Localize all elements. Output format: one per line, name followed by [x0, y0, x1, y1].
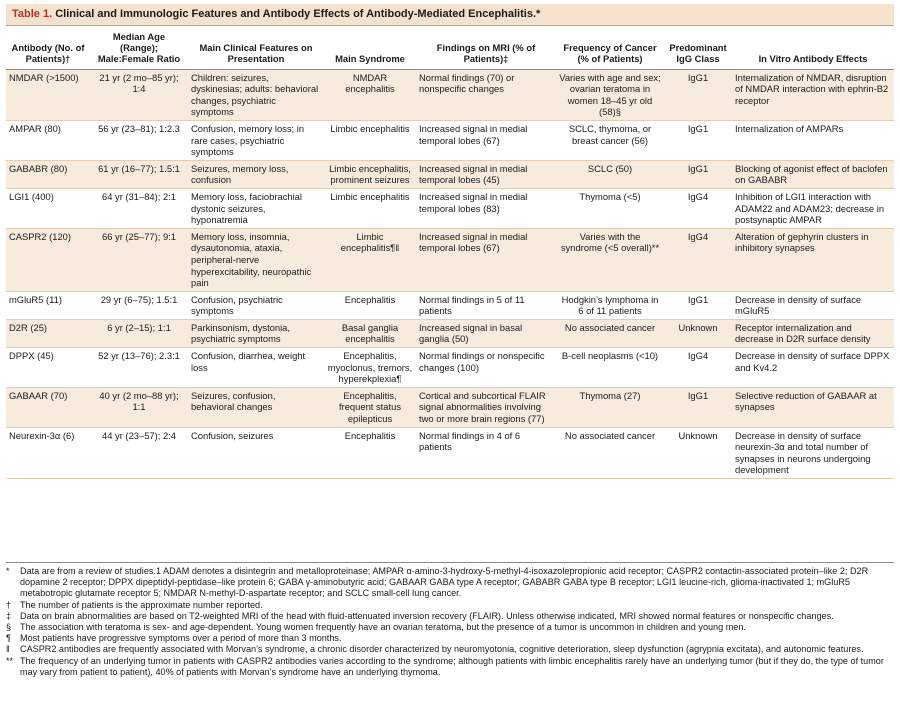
table-title	[12, 8, 540, 20]
table-cell: Increased signal in basal ganglia (50)	[416, 319, 556, 347]
footnote-symbol: §	[6, 622, 12, 633]
table-cell: Normal findings or nonspecific changes (100)	[416, 348, 556, 388]
encephalitis-table	[6, 29, 894, 479]
table-cell: Normal findings in 5 of 11 patients	[416, 291, 556, 319]
table-cell: IgG4	[664, 188, 732, 228]
table-cell: Decrease in density of surface DPPX and Kv4.2	[732, 348, 894, 388]
column-header: Median Age (Range); Male:Female Ratio	[90, 29, 188, 69]
table-cell: Decrease in density of surface mGluR5	[732, 291, 894, 319]
table-cell: IgG1	[664, 387, 732, 427]
table-row	[6, 69, 894, 120]
table-cell: NMDAR encephalitis	[324, 69, 416, 120]
footnote-text: The frequency of an underlying tumor in patients with CASPR2 antibodies varies according to the syndrome; although patients with limbic encephalitis rarely have an underlying tumor (but if they do, the type of tumor may vary from patient to patient), 40% of patients with Morvan’s syndrome have an underlying thymoma.	[20, 655, 884, 677]
footnote	[6, 600, 894, 611]
table-caption: Clinical and Immunologic Features and Antibody Effects of Antibody-Mediated Encephalitis.*	[55, 8, 541, 20]
table-cell: Thymoma (27)	[556, 387, 664, 427]
table-cell: Increased signal in medial temporal lobes (67)	[416, 120, 556, 160]
table-row	[6, 160, 894, 188]
footnote-text: The association with teratoma is sex- and age-dependent. Young women frequently have an ovarian teratoma, but the presence of a tumor is uncommon in children and young men.	[20, 622, 746, 633]
table-cell: B-cell neoplasms (<10)	[556, 348, 664, 388]
footnote-symbol: **	[6, 655, 14, 666]
table-cell: Children: seizures, dyskinesias; adults: behavioral changes, psychiatric symptoms	[188, 69, 324, 120]
table-cell: 40 yr (2 mo–88 yr); 1:1	[90, 387, 188, 427]
table-cell: Limbic encephalitis	[324, 120, 416, 160]
table-cell: Unknown	[664, 427, 732, 478]
table-cell: Decrease in density of surface neurexin-3α and total number of synapses in neurons undergoing development	[732, 427, 894, 478]
table-cell: IgG4	[664, 228, 732, 291]
table-row	[6, 427, 894, 478]
table-cell: Normal findings (70) or nonspecific changes	[416, 69, 556, 120]
table-cell: Confusion, memory loss; in rare cases, psychiatric symptoms	[188, 120, 324, 160]
table-cell: Seizures, confusion, behavioral changes	[188, 387, 324, 427]
table-cell: Varies with age and sex; ovarian teratoma in women 18–45 yr old (58)§	[556, 69, 664, 120]
footnote	[6, 566, 894, 600]
table-cell: Alteration of gephyrin clusters in inhibitory synapses	[732, 228, 894, 291]
table-cell: Neurexin-3α (6)	[6, 427, 90, 478]
table-cell: Limbic encephalitis	[324, 188, 416, 228]
column-header: Main Clinical Features on Presentation	[188, 29, 324, 69]
column-header: Predominant IgG Class	[664, 29, 732, 69]
table-cell: Increased signal in medial temporal lobes (83)	[416, 188, 556, 228]
table-cell: IgG1	[664, 160, 732, 188]
table-cell: Internalization of AMPARs	[732, 120, 894, 160]
footnote-symbol: ‡	[6, 610, 12, 621]
table-row	[6, 387, 894, 427]
table-row	[6, 188, 894, 228]
footnotes	[6, 562, 894, 678]
table-cell: 29 yr (6–75); 1.5:1	[90, 291, 188, 319]
table-cell: GABAAR (70)	[6, 387, 90, 427]
footnote-symbol: ¶	[6, 633, 11, 644]
table-cell: Confusion, diarrhea, weight loss	[188, 348, 324, 388]
table-cell: Encephalitis, frequent status epilepticus	[324, 387, 416, 427]
table-cell: Memory loss, insomnia, dysautonomia, ataxia, peripheral-nerve hyperexcitability, neuropathic pain	[188, 228, 324, 291]
table-title-bar	[6, 4, 894, 26]
column-header: Frequency of Cancer (% of Patients)	[556, 29, 664, 69]
table-cell: Parkinsonism, dystonia, psychiatric symptoms	[188, 319, 324, 347]
table-cell: Encephalitis	[324, 291, 416, 319]
table-cell: NMDAR (>1500)	[6, 69, 90, 120]
footnote-text: CASPR2 antibodies are frequently associated with Morvan’s syndrome, a chronic disorder characterized by neuromyotonia, cognitive deterioration, sleep dysfunction (agrypnia excitata), and autonomic features.	[20, 644, 864, 655]
table-cell: Basal ganglia encephalitis	[324, 319, 416, 347]
footnote	[6, 644, 894, 655]
table-row	[6, 319, 894, 347]
footnote-symbol: †	[6, 599, 12, 610]
table-cell: Memory loss, faciobrachial dystonic seizures, hyponatremia	[188, 188, 324, 228]
table-cell: Blocking of agonist effect of baclofen on GABABR	[732, 160, 894, 188]
table-cell: Hodgkin’s lymphoma in 6 of 11 patients	[556, 291, 664, 319]
table-cell: 21 yr (2 mo–85 yr); 1:4	[90, 69, 188, 120]
table-cell: AMPAR (80)	[6, 120, 90, 160]
column-header: Main Syndrome	[324, 29, 416, 69]
column-header: In Vitro Antibody Effects	[732, 29, 894, 69]
footnote-text: The number of patients is the approximate number reported.	[20, 599, 263, 610]
column-header: Antibody (No. of Patients)†	[6, 29, 90, 69]
table-cell: CASPR2 (120)	[6, 228, 90, 291]
footnote-text: Data on brain abnormalities are based on T2-weighted MRI of the head with fluid-attenuated inversion recovery (FLAIR). Unless otherwise indicated, MRI showed normal features or nonspecific changes.	[20, 610, 834, 621]
table-cell: Seizures, memory loss, confusion	[188, 160, 324, 188]
table-cell: IgG1	[664, 291, 732, 319]
table-cell: 6 yr (2–15); 1:1	[90, 319, 188, 347]
table-cell: Increased signal in medial temporal lobes (45)	[416, 160, 556, 188]
table-cell: Confusion, seizures	[188, 427, 324, 478]
table-cell: No associated cancer	[556, 319, 664, 347]
table-row	[6, 348, 894, 388]
table-cell: Increased signal in medial temporal lobes (67)	[416, 228, 556, 291]
table-cell: 56 yr (23–81); 1:2.3	[90, 120, 188, 160]
table-cell: 52 yr (13–76); 2.3:1	[90, 348, 188, 388]
table-cell: D2R (25)	[6, 319, 90, 347]
table-cell: IgG1	[664, 69, 732, 120]
table-cell: Varies with the syndrome (<5 overall)**	[556, 228, 664, 291]
table-cell: Unknown	[664, 319, 732, 347]
table-row	[6, 291, 894, 319]
footnote-symbol: *	[6, 566, 10, 576]
table-cell: 66 yr (25–77); 9:1	[90, 228, 188, 291]
table-cell: DPPX (45)	[6, 348, 90, 388]
table-cell: Selective reduction of GABAAR at synapses	[732, 387, 894, 427]
header-row	[6, 29, 894, 69]
table-cell: Receptor internalization and decrease in D2R surface density	[732, 319, 894, 347]
footnote	[6, 611, 894, 622]
table-cell: GABABR (80)	[6, 160, 90, 188]
table-cell: Limbic encephalitis, prominent seizures	[324, 160, 416, 188]
table-cell: No associated cancer	[556, 427, 664, 478]
table-cell: IgG4	[664, 348, 732, 388]
table-cell: LGI1 (400)	[6, 188, 90, 228]
table-cell: Confusion, psychiatric symptoms	[188, 291, 324, 319]
footnote	[6, 622, 894, 633]
table-cell: Thymoma (<5)	[556, 188, 664, 228]
footnote-text: Most patients have progressive symptoms over a period of more than 3 months.	[20, 633, 342, 644]
table-cell: Encephalitis, myoclonus, tremors, hyperekplexia¶	[324, 348, 416, 388]
table-row	[6, 120, 894, 160]
table-label: Table 1.	[12, 8, 53, 20]
table-row	[6, 228, 894, 291]
table-cell: SCLC (50)	[556, 160, 664, 188]
table-cell: Normal findings in 4 of 6 patients	[416, 427, 556, 478]
footnote-symbol: ‖	[6, 644, 10, 655]
table-cell: SCLC, thymoma, or breast cancer (56)	[556, 120, 664, 160]
footnote	[6, 633, 894, 644]
footnote-text: Data are from a review of studies.1 ADAM denotes a disintegrin and metalloproteinase; AMPAR α-amino-3-hydroxy-5-methyl-4-isoxazolepropionic acid receptor; CASPR2 contactin-associated protein–like 2; D2R dopamine 2 receptor; DPPX dipeptidyl-peptidase–like protein 6; GABA γ-aminobutyric acid; GABAAR GABA type A receptor; GABABR GABA type B receptor; LGI1 leucine-rich, glioma-inactivated 1; mGluR5 metabotropic glutamate receptor 5; NMDAR N-methyl-D-aspartate receptor; and SCLC small-cell lung cancer.	[20, 566, 869, 599]
table-cell: 64 yr (31–84); 2:1	[90, 188, 188, 228]
table-cell: Encephalitis	[324, 427, 416, 478]
table-cell: Inhibition of LGI1 interaction with ADAM22 and ADAM23; decrease in postsynaptic AMPAR	[732, 188, 894, 228]
table-cell: 44 yr (23–57); 2:4	[90, 427, 188, 478]
table-cell: IgG1	[664, 120, 732, 160]
table-cell: mGluR5 (11)	[6, 291, 90, 319]
table-cell: Limbic encephalitis¶‖	[324, 228, 416, 291]
table-cell: 61 yr (16–77); 1.5:1	[90, 160, 188, 188]
footnote	[6, 656, 894, 678]
column-header: Findings on MRI (% of Patients)‡	[416, 29, 556, 69]
table-cell: Internalization of NMDAR, disruption of NMDAR interaction with ephrin-B2 receptor	[732, 69, 894, 120]
table-cell: Cortical and subcortical FLAIR signal abnormalities involving two or more brain regions (77)	[416, 387, 556, 427]
